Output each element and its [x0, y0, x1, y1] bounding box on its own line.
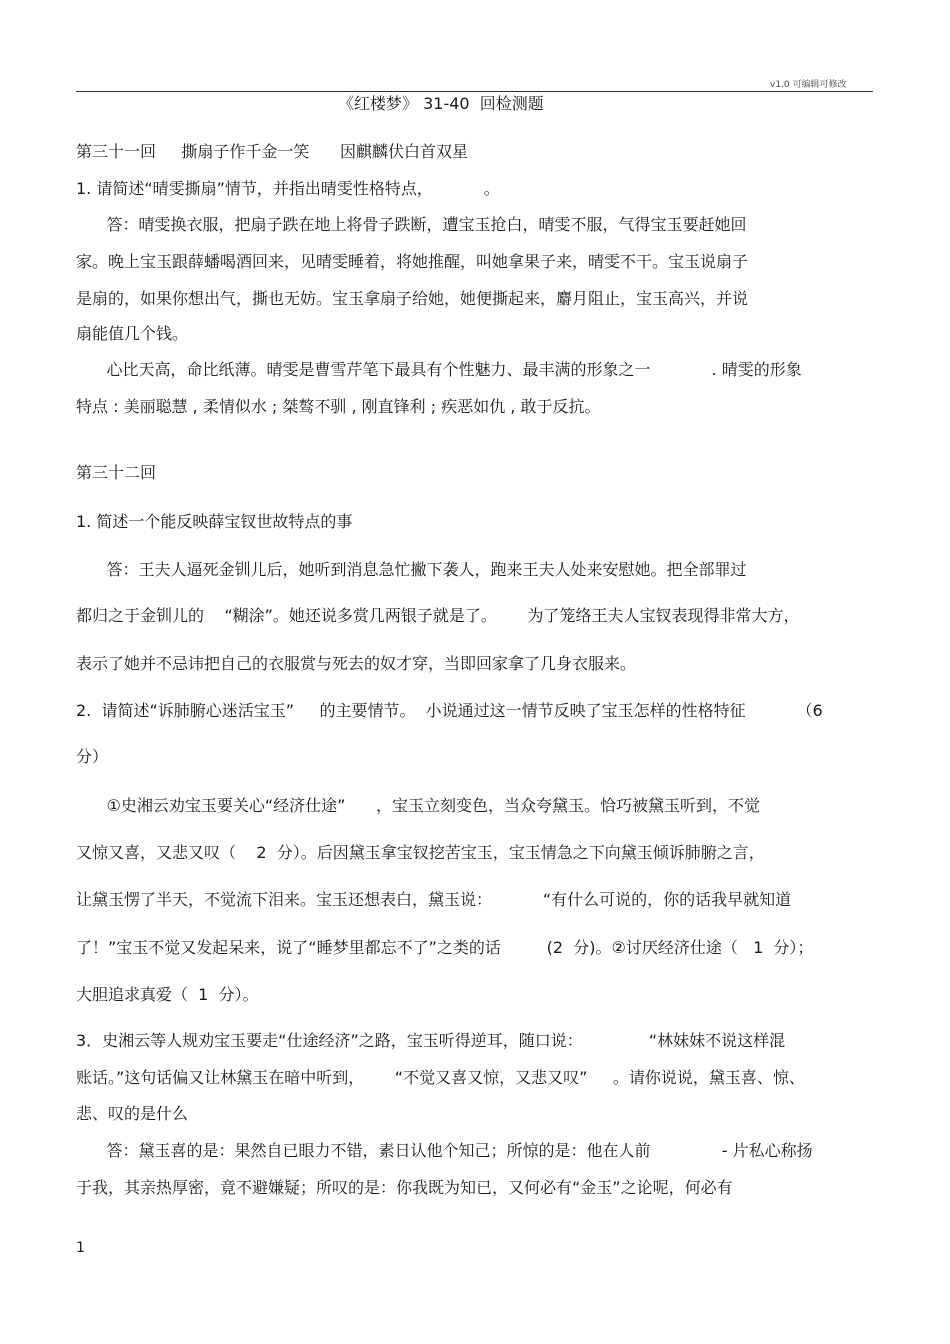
chapter-heading: 第三十二回 — [76, 463, 157, 482]
answer-line: ①史湘云劝宝玉要关心“经济仕途” ，宝玉立刻变色，当众夸黛玉。恰巧被黛玉听到，不觉 — [76, 796, 760, 815]
page-title: 《红楼梦》 31-40 回检测题 — [338, 94, 544, 113]
answer-line: 都归之于金钏儿的 “糊涂”。她还说多赏几两银子就是了。 为了笼络王夫人宝钗表现得非常大方， — [76, 606, 800, 625]
answer-line: 心比天高，命比纸薄。晴雯是曹雪芹笔下最具有个性魅力、最丰满的形象之一 . 晴雯的形象 — [76, 360, 802, 379]
question-line: 分） — [76, 747, 109, 766]
answer-line: 大胆追求真爱（ 1 分）。 — [76, 985, 259, 1004]
question-line: 悲、叹的是什么 — [76, 1104, 189, 1123]
page-number: 1 — [76, 1240, 85, 1256]
answer-line: 了！”宝玉不觉又发起呆来，说了“睡梦里都忘不了”之类的话 (2 分)。②讨厌经济仕途（ 1 分）； — [76, 938, 814, 957]
answer-line: 表示了她并不忌讳把自己的衣服赏与死去的奴才穿，当即回家拿了几身衣服来。 — [76, 654, 637, 673]
answer-line: 答：黛玉喜的是：果然自已眼力不错，素日认他个知己；所惊的是：他在人前 - 片私心称扬 — [76, 1141, 813, 1160]
header-rule — [76, 91, 873, 92]
chapter-heading: 第三十一回 撕扇子作千金一笑 因麒麟伏白首双星 — [76, 142, 468, 161]
answer-line: 家。晚上宝玉跟薛蟠喝酒回来，见晴雯睡着，将她推醒，叫她拿果子来，晴雯不干。宝玉说扇子 — [76, 252, 749, 271]
question-line: 1. 请简述“晴雯撕扇”情节，并指出晴雯性格特点， 。 — [76, 179, 500, 198]
question-line: 账话。”这句话偏又让林黛玉在暗中听到， “不觉又喜又惊，又悲又叹” 。请你说说，黛玉喜、惊、 — [76, 1068, 805, 1087]
question-line: 3．史湘云等人规劝宝玉要走“仕途经济”之路，宝玉听得逆耳，随口说： “林妹妹不说这样混 — [76, 1031, 786, 1050]
answer-line: 于我，其亲热厚密，竟不避嫌疑；所叹的是：你我既为知已，又何必有“金玉”之论呢，何必有 — [76, 1178, 733, 1197]
answer-line: 答：晴雯换衣服，把扇子跌在地上将骨子跌断，遭宝玉抢白，晴雯不服，气得宝玉要赶她回 — [76, 215, 747, 234]
answer-line: 是扇的，如果你想出气，撕也无妨。宝玉拿扇子给她，她便撕起来，麝月阻止，宝玉高兴，并说 — [76, 289, 749, 308]
question-line: 2. 请简述“诉肺腑心迷活宝玉” 的主要情节。 小说通过这一情节反映了宝玉怎样的性格特征 （6 — [76, 701, 823, 720]
answer-line: 答：王夫人逼死金钏儿后，她听到消息急忙撇下袭人，跑来王夫人处来安慰她。把全部罪过 — [76, 560, 747, 579]
question-line: 1. 简述一个能反映薛宝钗世故特点的事 — [76, 512, 353, 531]
answer-line: 扇能值几个钱。 — [76, 324, 189, 343]
answer-line: 又惊又喜，又悲又叹（ 2 分）。后因黛玉拿宝钗挖苦宝玉，宝玉情急之下向黛玉倾诉肺腑之言， — [76, 843, 765, 862]
answer-line: 让黛玉愣了半天，不觉流下泪来。宝玉还想表白，黛玉说： “有什么可说的，你的话我早就知道 — [76, 890, 792, 909]
version-label: v1.0 可编辑可修改 — [770, 80, 847, 90]
answer-line: 特点 : 美丽聪慧 , 柔情似水 ; 桀骜不驯 , 刚直锋利 ; 疾恶如仇 , 敢于反抗。 — [76, 397, 601, 416]
